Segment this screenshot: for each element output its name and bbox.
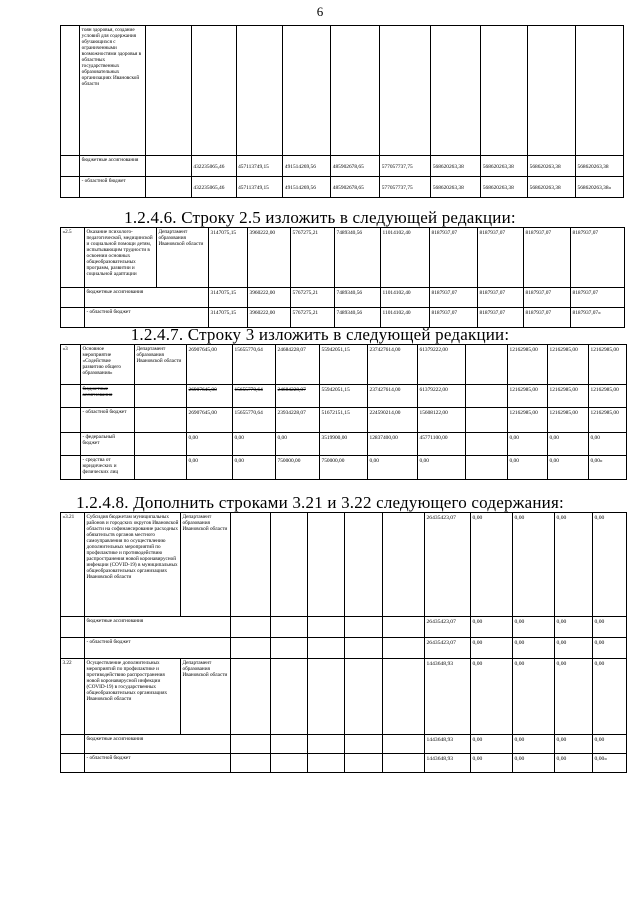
row-executor: Департамент образования Ивановской области: [181, 513, 231, 617]
value-cell: 0,00: [555, 735, 593, 754]
table-cell: [271, 513, 308, 617]
table-row: [61, 408, 627, 433]
value-cell: 45771100,00: [418, 433, 466, 456]
row-number: «3.21: [61, 513, 85, 617]
value-cell: 12162985,00: [508, 408, 548, 433]
table-row: [61, 638, 627, 659]
row-label: - средства от юридических и физических лиц: [81, 456, 135, 480]
value-cell: 3960222,00: [248, 308, 291, 328]
table-cell: [308, 754, 345, 773]
value-cell: 26435423,07: [425, 638, 471, 659]
table-row-3: [60, 344, 627, 480]
value-cell: 0,00: [513, 735, 555, 754]
value-cell: 5767275,21: [291, 308, 335, 328]
value-cell: 0,00: [513, 754, 555, 773]
table-row-2-5: [60, 227, 625, 328]
table-cell: [308, 735, 345, 754]
value-cell: 0,00: [593, 617, 627, 638]
table-cell: [481, 26, 528, 156]
value-cell: 0,00: [593, 735, 627, 754]
table-cell: [231, 659, 271, 735]
row-executor: Департамент образования Ивановской области: [157, 228, 209, 288]
table-cell: [271, 659, 308, 735]
value-cell: 12837400,00: [368, 433, 418, 456]
table-cell: [466, 385, 508, 408]
table-cell: [383, 513, 425, 617]
value-cell: 11014102,40: [381, 288, 430, 308]
table-row: [61, 617, 627, 638]
value-cell: 0,00: [513, 617, 555, 638]
value-cell: 3147075,15: [209, 308, 248, 328]
row-name: Субсидия бюджетам муниципальных районов и городских округов Ивановской области на софинансирование расходных обязательств органов местного самоуправления по осуществлению дополнительных мероприятий по профилактике и противодействию распространения новой коронавирусной инфекции (COVID-19) в муниципальных общеобразовательных организациях Ивановской области: [85, 513, 181, 617]
value-cell: 568620263,38»: [576, 177, 624, 198]
heading-3-21-3-22: 1.2.4.8. Дополнить строками 3.21 и 3.22 следующего содержания:: [76, 493, 564, 512]
table-cell: [61, 408, 81, 433]
table-continuation: [60, 25, 624, 198]
table-row: [61, 288, 625, 308]
value-cell: 750000,00: [320, 456, 368, 480]
table-cell: [345, 659, 383, 735]
value-cell: 55942051,15: [320, 345, 368, 385]
value-cell: 8187937,07: [524, 308, 571, 328]
table-cell: [283, 26, 331, 156]
table-rows-3-21-3-22: [60, 512, 627, 773]
value-cell: 0,00: [548, 456, 589, 480]
value-cell: 0,00: [513, 638, 555, 659]
table-cell: [308, 659, 345, 735]
value-cell: 1443648,93: [425, 735, 471, 754]
table-cell: [383, 735, 425, 754]
value-cell: 0,00: [508, 433, 548, 456]
value-cell: 568620263,38: [431, 156, 481, 177]
table-cell: [146, 177, 192, 198]
table-row: [61, 754, 627, 773]
value-cell: 26907645,00: [187, 345, 233, 385]
value-cell: 12162985,00: [548, 408, 589, 433]
table-cell: [236, 26, 283, 156]
value-cell: 485902678,65: [331, 156, 380, 177]
table-cell: [466, 408, 508, 433]
table-cell: [231, 638, 271, 659]
value-cell: 8187937,07: [430, 288, 478, 308]
table-cell: [135, 408, 187, 433]
value-cell: 432235065,46: [191, 156, 236, 177]
row-label: бюджетные ассигнования: [85, 617, 231, 638]
value-cell: 55942051,15: [320, 385, 368, 408]
value-cell: 8187937,07: [478, 288, 524, 308]
row-name: Осуществление дополнительных мероприятий по профилактике и противодействию распространения новой коронавирусной инфекции (COVID-19) в государственных общеобразовательных организациях Ивановской области: [85, 659, 181, 735]
value-cell: 0,00: [593, 513, 627, 617]
table-cell: [271, 735, 308, 754]
table-row: [61, 345, 627, 385]
table-cell: [466, 456, 508, 480]
value-cell: 8187937,07: [571, 288, 625, 308]
value-cell: 26907645,00: [187, 408, 233, 433]
table-cell: [331, 26, 380, 156]
value-cell: 0,00: [513, 659, 555, 735]
value-cell: 12162985,00: [508, 345, 548, 385]
page-number: 6: [316, 4, 324, 19]
table-cell: [345, 513, 383, 617]
value-cell: 0,00: [368, 456, 418, 480]
table-cell: [271, 617, 308, 638]
value-cell: 12162985,00: [589, 385, 627, 408]
value-cell: 0,00: [555, 638, 593, 659]
value-cell: 8187937,07: [430, 308, 478, 328]
table-cell: [466, 345, 508, 385]
value-cell: 457113749,15: [236, 177, 283, 198]
value-cell: 485902678,65: [331, 177, 380, 198]
value-cell: 5767275,21: [291, 288, 335, 308]
value-cell: 568620263,38: [481, 156, 528, 177]
value-cell: 237427614,00: [368, 345, 418, 385]
value-cell: 568620263,38: [528, 156, 576, 177]
row-label: бюджетные ассигнования: [80, 156, 146, 177]
value-cell: 23934228,07: [276, 408, 320, 433]
value-cell: 8187937,07»: [571, 308, 625, 328]
value-cell: 8187937,07: [430, 228, 478, 288]
table-cell: [576, 26, 624, 156]
value-cell: 15655770,64: [233, 408, 276, 433]
value-cell: 0,00: [187, 433, 233, 456]
value-cell: 12162985,00: [589, 408, 627, 433]
value-cell: 568620263,38: [481, 177, 528, 198]
value-cell: 0,00: [593, 659, 627, 735]
value-cell: 61379222,00: [418, 345, 466, 385]
value-cell: 577057737,75: [380, 156, 431, 177]
value-cell: 568620263,38: [528, 177, 576, 198]
value-cell: 11014102,40: [381, 308, 430, 328]
table-row: [61, 228, 625, 288]
table-row: [61, 177, 624, 198]
table-row: [61, 513, 627, 617]
value-cell: 0,00: [555, 659, 593, 735]
row-name-cell: тоян здоровья, создание условий для содержания обучающихся с ограниченными возможностями здоровья в областных государственных образовательных организациях Ивановской области: [80, 26, 146, 156]
value-cell: 0,00: [471, 617, 513, 638]
value-cell: 15655770,64: [233, 385, 276, 408]
table-cell: [61, 754, 85, 773]
table-cell: [383, 617, 425, 638]
table-cell: [61, 617, 85, 638]
table-cell: [61, 433, 81, 456]
value-cell: 24684228,07: [276, 385, 320, 408]
value-cell: 0,00: [555, 617, 593, 638]
table-cell: [135, 385, 187, 408]
row-name: Оказание психолого-педагогической, медицинской и социальной помощи детям, испытывающим трудности в освоении основных общеобразовательных программ, развитии и социальной адаптации: [85, 228, 157, 288]
table-cell: [383, 638, 425, 659]
value-cell: 491514269,56: [283, 177, 331, 198]
value-cell: 7489340,56: [335, 228, 381, 288]
value-cell: 1443648,93: [425, 659, 471, 735]
row-name: Основное мероприятие «Содействие развитию общего образования»: [81, 345, 135, 385]
value-cell: 1443648,93: [425, 754, 471, 773]
table-cell: [61, 177, 80, 198]
value-cell: 0,00: [589, 433, 627, 456]
row-number: «2.5: [61, 228, 85, 288]
row-label: - областной бюджет: [85, 754, 231, 773]
row-label: - федеральный бюджет: [81, 433, 135, 456]
table-cell: [345, 735, 383, 754]
value-cell: 5767275,21: [291, 228, 335, 288]
value-cell: 7489340,56: [335, 288, 381, 308]
table-cell: [308, 513, 345, 617]
value-cell: 0,00: [471, 638, 513, 659]
table-cell: [431, 26, 481, 156]
value-cell: 0,00: [471, 513, 513, 617]
row-label: - областной бюджет: [85, 308, 209, 328]
value-cell: 26435423,07: [425, 617, 471, 638]
value-cell: 0,00: [513, 513, 555, 617]
value-cell: 224590214,00: [368, 408, 418, 433]
row-label: бюджетные ассигнования: [81, 385, 135, 408]
value-cell: 0,00»: [589, 456, 627, 480]
value-cell: 24684228,07: [276, 345, 320, 385]
table-cell: [61, 385, 81, 408]
table-cell: [231, 617, 271, 638]
table-cell: [345, 617, 383, 638]
row-number: «3: [61, 345, 81, 385]
table-cell: [345, 638, 383, 659]
value-cell: 0,00: [555, 754, 593, 773]
heading-2-5: 1.2.4.6. Строку 2.5 изложить в следующей редакции:: [124, 208, 516, 227]
row-label: бюджетные ассигнования: [85, 288, 209, 308]
value-cell: 432235065,46: [191, 177, 236, 198]
table-cell: [61, 638, 85, 659]
table-row: [61, 659, 627, 735]
table-cell: [135, 456, 187, 480]
table-cell: [383, 659, 425, 735]
value-cell: 3147075,15: [209, 228, 248, 288]
table-row: [61, 456, 627, 480]
value-cell: 0,00: [548, 433, 589, 456]
value-cell: 51672151,15: [320, 408, 368, 433]
table-cell: [191, 26, 236, 156]
value-cell: 0,00: [471, 754, 513, 773]
table-cell: [271, 638, 308, 659]
row-label: - областной бюджет: [85, 638, 231, 659]
value-cell: 8187937,07: [571, 228, 625, 288]
row-label: - областной бюджет: [81, 408, 135, 433]
value-cell: 15655770,64: [233, 345, 276, 385]
value-cell: 8187937,07: [478, 308, 524, 328]
table-cell: [61, 456, 81, 480]
value-cell: 8187937,07: [524, 228, 571, 288]
table-cell: [528, 26, 576, 156]
value-cell: 750000,00: [276, 456, 320, 480]
value-cell: 491514269,56: [283, 156, 331, 177]
table-cell: [231, 754, 271, 773]
table-cell: [61, 26, 80, 156]
value-cell: 0,00: [471, 735, 513, 754]
value-cell: 15608122,00: [418, 408, 466, 433]
table-cell: [146, 26, 192, 156]
value-cell: 8187937,07: [478, 228, 524, 288]
value-cell: 3960222,00: [248, 288, 291, 308]
table-cell: [271, 754, 308, 773]
table-cell: [345, 754, 383, 773]
value-cell: 7489340,56: [335, 308, 381, 328]
row-executor: Департамент образования Ивановской области: [181, 659, 231, 735]
value-cell: 8187937,07: [524, 288, 571, 308]
value-cell: 0,00: [233, 433, 276, 456]
table-cell: [61, 735, 85, 754]
table-cell: [61, 156, 80, 177]
value-cell: 0,00: [418, 456, 466, 480]
value-cell: 237427614,00: [368, 385, 418, 408]
table-cell: [231, 735, 271, 754]
row-executor: Департамент образования Ивановской области: [135, 345, 187, 385]
value-cell: 0,00: [593, 638, 627, 659]
row-number: 3.22: [61, 659, 85, 735]
table-cell: [231, 513, 271, 617]
table-cell: [308, 617, 345, 638]
value-cell: 12162985,00: [589, 345, 627, 385]
value-cell: 577057737,75: [380, 177, 431, 198]
table-row: [61, 385, 627, 408]
table-cell: [383, 754, 425, 773]
table-cell: [380, 26, 431, 156]
value-cell: 0,00»: [593, 754, 627, 773]
table-cell: [466, 433, 508, 456]
value-cell: 11014102,40: [381, 228, 430, 288]
table-cell: [146, 156, 192, 177]
value-cell: 12162985,00: [548, 345, 589, 385]
table-row: [61, 735, 627, 754]
heading-3: 1.2.4.7. Строку 3 изложить в следующей редакции:: [130, 325, 510, 344]
row-label: - областной бюджет: [80, 177, 146, 198]
table-cell: [61, 288, 85, 308]
table-row: [61, 156, 624, 177]
value-cell: 0,00: [471, 659, 513, 735]
value-cell: 0,00: [555, 513, 593, 617]
value-cell: 12162985,00: [508, 385, 548, 408]
value-cell: 3519900,00: [320, 433, 368, 456]
value-cell: 26435423,07: [425, 513, 471, 617]
value-cell: 12162985,00: [548, 385, 589, 408]
value-cell: 0,00: [233, 456, 276, 480]
value-cell: 0,00: [276, 433, 320, 456]
row-label: бюджетные ассигнования: [85, 735, 231, 754]
value-cell: 0,00: [187, 456, 233, 480]
value-cell: 61379222,00: [418, 385, 466, 408]
value-cell: 457113749,15: [236, 156, 283, 177]
table-row: [61, 433, 627, 456]
value-cell: 3960222,00: [248, 228, 291, 288]
value-cell: 0,00: [508, 456, 548, 480]
value-cell: 3147075,15: [209, 288, 248, 308]
value-cell: 568620263,38: [576, 156, 624, 177]
table-cell: [135, 433, 187, 456]
value-cell: 568620263,38: [431, 177, 481, 198]
table-cell: [308, 638, 345, 659]
value-cell: 26907645,00: [187, 385, 233, 408]
